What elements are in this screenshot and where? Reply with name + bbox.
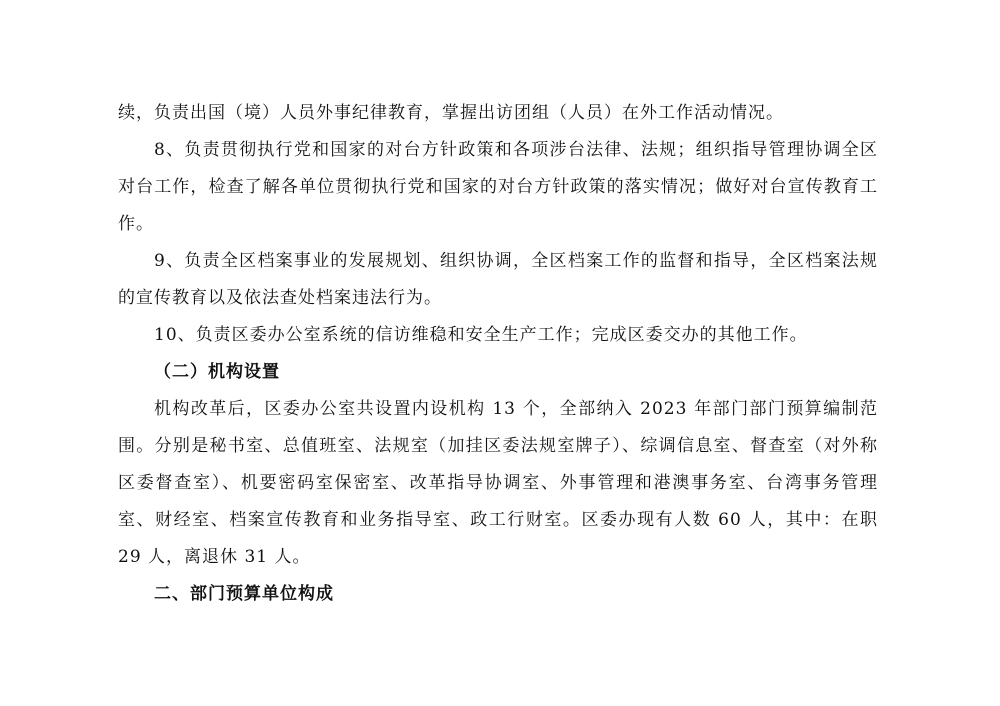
subsection-heading: （二）机构设置 bbox=[154, 362, 280, 382]
paragraph-item-10: 10、负责区委办公室系统的信访维稳和安全生产工作；完成区委交办的其他工作。 bbox=[154, 325, 808, 345]
section-heading: 二、部门预算单位构成 bbox=[154, 584, 334, 604]
paragraph-continued: 续，负责出国（境）人员外事纪律教育，掌握出访团组（人员）在外工作活动情况。 bbox=[118, 103, 784, 123]
paragraph-item-8: 8、负责贯彻执行党和国家的对台方针政策和各项涉台法律、法规；组织指导管理协调全区对台工作，检查了解各单位贯彻执行党和国家的对台方针政策的落实情况；做好对台宣传教育工作。 bbox=[118, 140, 878, 234]
paragraph-organization: 机构改革后，区委办公室共设置内设机构 13 个，全部纳入 2023 年部门部门预算编制范围。分别是秘书室、总值班室、法规室（加挂区委法规室牌子）、综调信息室、督查室（对外称区委督查室）、机要密码室保密室、改革指导协调室、外事管理和港澳事务室、台湾事务管理室、财经室、档案宣传教育和业务指导室、政工行财室。区委办现有人数 60 人，其中：在职 29 人，离退休 31 人。 bbox=[118, 399, 878, 567]
paragraph-item-9: 9、负责全区档案事业的发展规划、组织协调，全区档案工作的监督和指导，全区档案法规的宣传教育以及依法查处档案违法行为。 bbox=[118, 251, 878, 308]
